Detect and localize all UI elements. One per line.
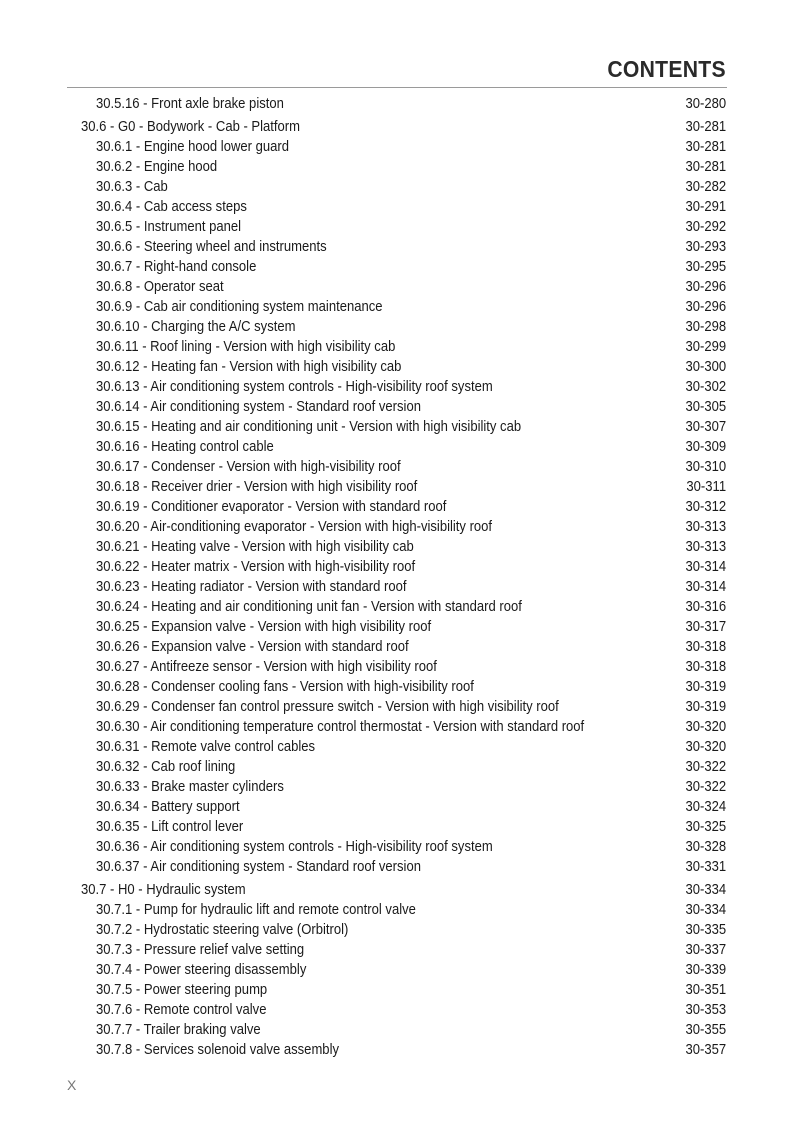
toc-entry-page: 30-318 [685,639,726,655]
toc-entry[interactable] [0,617,794,637]
toc-entry[interactable] [0,817,794,837]
toc-entry-title: 30.6.8 - Operator seat [96,279,224,295]
toc-entry[interactable] [0,177,794,197]
toc-entry-page: 30-335 [685,922,726,938]
toc-entry[interactable] [0,577,794,597]
toc-entry-page: 30-316 [685,599,726,615]
toc-entry-title: 30.6.25 - Expansion valve - Version with high visibility roof [96,619,432,635]
toc-entry-title: 30.6.3 - Cab [96,179,168,195]
toc-entry-page: 30-299 [685,339,726,355]
toc-entry-title: 30.6.37 - Air conditioning system - Standard roof version [96,859,421,875]
toc-entry-page: 30-295 [685,259,726,275]
toc-entry-title: 30.6.2 - Engine hood [96,159,218,175]
toc-entry-title: 30.7.4 - Power steering disassembly [96,962,307,978]
toc-entry-page: 30-317 [685,619,726,635]
toc-entry-page: 30-339 [685,962,726,978]
toc-entry-title: 30.6.6 - Steering wheel and instruments [96,239,327,255]
toc-entry[interactable] [0,1040,794,1060]
toc-entry-title: 30.6.35 - Lift control lever [96,819,244,835]
toc-entry-page: 30-313 [685,539,726,555]
toc-entry-title: 30.6.27 - Antifreeze sensor - Version with high visibility roof [96,659,437,675]
toc-entry[interactable] [0,357,794,377]
toc-entry[interactable] [0,637,794,657]
toc-entry-title: 30.6.28 - Condenser cooling fans - Version with high-visibility roof [96,679,474,695]
toc-entry[interactable] [0,277,794,297]
toc-entry[interactable] [0,960,794,980]
toc-entry[interactable] [0,197,794,217]
toc-entry-title: 30.7 - H0 - Hydraulic system [81,882,246,898]
toc-entry[interactable] [0,797,794,817]
toc-entry-title: 30.6.26 - Expansion valve - Version with standard roof [96,639,409,655]
toc-entry-page: 30-357 [685,1042,726,1058]
toc-entry-page: 30-291 [685,199,726,215]
toc-entry-page: 30-322 [685,759,726,775]
toc-entry-title: 30.6.18 - Receiver drier - Version with high visibility roof [96,479,418,495]
toc-entry[interactable] [0,777,794,797]
toc-entry[interactable] [0,1000,794,1020]
toc-entry-title: 30.6.32 - Cab roof lining [96,759,236,775]
toc-entry-page: 30-353 [685,1002,726,1018]
toc-entry-title: 30.7.3 - Pressure relief valve setting [96,942,305,958]
toc-entry-page: 30-312 [685,499,726,515]
toc-entry-title: 30.6.15 - Heating and air conditioning unit - Version with high visibility cab [96,419,522,435]
toc-entry-title: 30.6.11 - Roof lining - Version with high visibility cab [96,339,396,355]
toc-entry[interactable] [0,137,794,157]
toc-entry-page: 30-325 [685,819,726,835]
toc-entry[interactable] [0,257,794,277]
toc-entry-page: 30-324 [685,799,726,815]
toc-entry-title: 30.6.10 - Charging the A/C system [96,319,296,335]
toc-entry-page: 30-320 [685,719,726,735]
toc-entry-page: 30-334 [685,902,726,918]
toc-entry[interactable] [0,557,794,577]
toc-section[interactable] [0,880,794,900]
toc-entry[interactable] [0,900,794,920]
toc-entry-page: 30-282 [685,179,726,195]
toc-entry[interactable] [0,457,794,477]
toc-entry-title: 30.6.23 - Heating radiator - Version with standard roof [96,579,407,595]
toc-entry-title: 30.6.24 - Heating and air conditioning unit fan - Version with standard roof [96,599,522,615]
toc-entry[interactable] [0,317,794,337]
toc-entry[interactable] [0,157,794,177]
toc-entry-title: 30.6.34 - Battery support [96,799,240,815]
toc-entry-title: 30.6.5 - Instrument panel [96,219,242,235]
toc-entry-page: 30-314 [685,559,726,575]
toc-entry-title: 30.7.2 - Hydrostatic steering valve (Orbitrol) [96,922,349,938]
toc-entry-title: 30.6.36 - Air conditioning system controls - High-visibility roof system [96,839,493,855]
toc-entry-page: 30-314 [685,579,726,595]
toc-entry-title: 30.7.8 - Services solenoid valve assembly [96,1042,339,1058]
toc-entry-title: 30.6.21 - Heating valve - Version with high visibility cab [96,539,414,555]
toc-entry-title: 30.6.13 - Air conditioning system controls - High-visibility roof system [96,379,493,395]
toc-entry[interactable] [0,537,794,557]
toc-entry-page: 30-309 [685,439,726,455]
header-divider [67,87,727,88]
toc-entry[interactable] [0,497,794,517]
toc-entry-title: 30.6.9 - Cab air conditioning system maintenance [96,299,383,315]
toc-entry[interactable] [0,437,794,457]
page-footer: X [67,1077,77,1093]
page-title: CONTENTS [607,56,726,82]
toc-entry-title: 30.6.20 - Air-conditioning evaporator - Version with high-visibility roof [96,519,493,535]
toc-entry[interactable] [0,920,794,940]
toc-entry-title: 30.6.19 - Conditioner evaporator - Version with standard roof [96,499,447,515]
toc-entry-page: 30-281 [685,119,726,135]
toc-entry-title: 30.6.17 - Condenser - Version with high-visibility roof [96,459,401,475]
toc-entry-page: 30-296 [685,279,726,295]
toc-entry-title: 30.6.12 - Heating fan - Version with high visibility cab [96,359,402,375]
toc-entry-title: 30.6 - G0 - Bodywork - Cab - Platform [81,119,301,135]
toc-entry-page: 30-331 [685,859,726,875]
toc-entry-title: 30.6.4 - Cab access steps [96,199,247,215]
toc-list [0,94,794,1060]
toc-entry-page: 30-307 [685,419,726,435]
toc-entry-title: 30.6.7 - Right-hand console [96,259,257,275]
toc-entry-page: 30-293 [685,239,726,255]
toc-entry[interactable] [0,857,794,877]
toc-entry[interactable] [0,297,794,317]
toc-entry[interactable] [0,397,794,417]
toc-entry-page: 30-310 [685,459,726,475]
toc-entry[interactable] [0,757,794,777]
toc-entry-page: 30-281 [685,139,726,155]
toc-entry-page: 30-318 [685,659,726,675]
toc-entry-title: 30.7.7 - Trailer braking valve [96,1022,261,1038]
toc-entry[interactable] [0,217,794,237]
toc-entry[interactable] [0,677,794,697]
toc-entry[interactable] [0,517,794,537]
toc-entry[interactable] [0,717,794,737]
toc-section[interactable] [0,117,794,137]
toc-entry[interactable] [0,417,794,437]
toc-entry[interactable] [0,980,794,1000]
toc-entry-title: 30.7.5 - Power steering pump [96,982,268,998]
toc-entry-page: 30-281 [685,159,726,175]
toc-entry-page: 30-280 [685,96,726,112]
toc-entry-page: 30-319 [685,679,726,695]
toc-entry-page: 30-305 [685,399,726,415]
toc-entry[interactable] [0,697,794,717]
toc-entry-page: 30-334 [685,882,726,898]
toc-entry-page: 30-337 [685,942,726,958]
toc-entry[interactable] [0,377,794,397]
toc-entry-page: 30-311 [686,479,726,495]
toc-entry[interactable] [0,94,794,114]
toc-entry-title: 30.6.33 - Brake master cylinders [96,779,284,795]
toc-entry[interactable] [0,1020,794,1040]
toc-entry-title: 30.6.14 - Air conditioning system - Standard roof version [96,399,421,415]
toc-entry-page: 30-296 [685,299,726,315]
toc-entry[interactable] [0,237,794,257]
toc-entry-title: 30.7.6 - Remote control valve [96,1002,267,1018]
toc-entry-title: 30.6.1 - Engine hood lower guard [96,139,289,155]
toc-entry[interactable] [0,837,794,857]
toc-entry[interactable] [0,597,794,617]
toc-entry[interactable] [0,737,794,757]
toc-entry-page: 30-328 [685,839,726,855]
toc-entry-page: 30-322 [685,779,726,795]
toc-entry-page: 30-351 [685,982,726,998]
toc-entry-page: 30-355 [685,1022,726,1038]
toc-entry[interactable] [0,477,794,497]
toc-entry[interactable] [0,337,794,357]
toc-entry-title: 30.6.31 - Remote valve control cables [96,739,316,755]
toc-entry-page: 30-292 [685,219,726,235]
toc-entry-title: 30.6.30 - Air conditioning temperature control thermostat - Version with standard roof [96,719,585,735]
toc-entry-title: 30.7.1 - Pump for hydraulic lift and remote control valve [96,902,416,918]
toc-entry[interactable] [0,940,794,960]
toc-entry-title: 30.6.22 - Heater matrix - Version with high-visibility roof [96,559,416,575]
toc-entry-title: 30.6.16 - Heating control cable [96,439,274,455]
toc-entry-title: 30.6.29 - Condenser fan control pressure switch - Version with high visibility roof [96,699,559,715]
toc-entry-page: 30-313 [685,519,726,535]
toc-entry-title: 30.5.16 - Front axle brake piston [96,96,284,112]
toc-entry-page: 30-320 [685,739,726,755]
toc-entry[interactable] [0,657,794,677]
toc-entry-page: 30-319 [685,699,726,715]
toc-entry-page: 30-300 [685,359,726,375]
toc-entry-page: 30-298 [685,319,726,335]
toc-entry-page: 30-302 [685,379,726,395]
